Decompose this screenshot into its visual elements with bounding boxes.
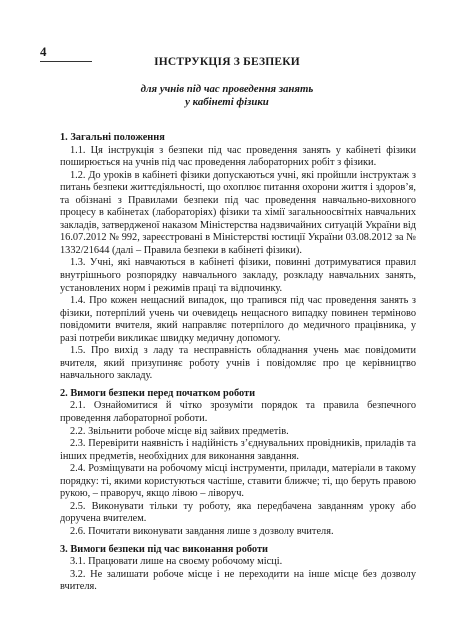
paragraph: 1.5. Про вихід з ладу та несправність обладнання учень має повідомити вчителя, який призупиняє роботу учнів і повідомляє про це керівництво навчального закладу.	[60, 345, 416, 382]
paragraph: 1.4. Про кожен нещасний випадок, що трапився під час проведення занять з фізики, потерпілий учень чи очевидець нещасного випадку повинен терміново повідомити вчителя, який направляє потерпілого до медичного працівника, у разі потреби викликає швидку медичну допомогу.	[60, 295, 416, 344]
subtitle-line-1: для учнів під час проведення занять	[140, 83, 314, 95]
paragraph: 2.1. Ознайомитися й чітко зрозуміти порядок та правила безпечного проведення лабораторної роботи.	[60, 400, 416, 425]
section-heading: 1. Загальні положення	[60, 132, 165, 143]
section-heading: 2. Вимоги безпеки перед початком роботи	[60, 387, 256, 399]
paragraph: 2.6. Почитати виконувати завдання лише з дозволу вчителя.	[70, 525, 334, 537]
paragraph: 3.1. Працювати лише на своєму робочому місці.	[70, 556, 283, 568]
document-body	[60, 132, 416, 594]
document-title: ІНСТРУКЦІЯ З БЕЗПЕКИ	[154, 56, 300, 68]
paragraph: 3.2. Не залишати робоче місце і не переходити на інше місце без дозволу вчителя.	[60, 568, 416, 593]
paragraph: 1.3. Учні, які навчаються в кабінеті фізики, повинні дотримуватися правил внутрішнього розпорядку навчального закладу, розкладу навчальних занять, установлених норм і режимів праці та відпочинку.	[60, 257, 416, 294]
paragraph: 2.5. Виконувати тільки ту роботу, яка передбачена завданням уроку або доручена вчителем.	[60, 500, 416, 525]
subtitle-line-2: у кабінеті фізики	[185, 96, 269, 108]
paragraph: 2.2. Звільнити робоче місце від зайвих предметів.	[70, 425, 289, 437]
page-number: 4	[40, 44, 47, 59]
document-subtitle	[40, 83, 414, 109]
paragraph: 1.1. Ця інструкція з безпеки під час проведення занять у кабінеті фізики поширюється на учнів під час проведення лабораторних робіт з фізики.	[60, 144, 416, 169]
paragraph: 2.3. Перевірити наявність і надійність з’єднувальних провідників, приладів та інших предметів, необхідних для виконання завдання.	[60, 438, 416, 462]
paragraph: 1.2. До уроків в кабінеті фізики допускаються учні, які пройшли інструктаж з питань безпеки життєдіяльності, що охоплює питання охорони життя і здоров’я, та обізнані з Правилами безпеки під час проведення навчально-виховного процесу в кабінетах (лабораторіях) фізики та хімії загальноосвітніх навчальних закладів, затвердженої наказом Міністерства надзвичайних ситуацій України від 16.07.2012 № 992, зареєстровані в Міністерстві юстиції України 03.08.2012 за № 1332/21644 (далі – Правила безпеки в кабінеті фізики).	[60, 169, 416, 256]
section-heading: 3. Вимоги безпеки під час виконання роботи	[60, 543, 269, 555]
paragraph: 2.4. Розміщувати на робочому місці інструменти, прилади, матеріали в такому порядку: ті, якими користуються частіше, ставити ближче; ті, що беруть правою рукою, – праворуч, якщо лівою – ліворуч.	[60, 463, 416, 500]
